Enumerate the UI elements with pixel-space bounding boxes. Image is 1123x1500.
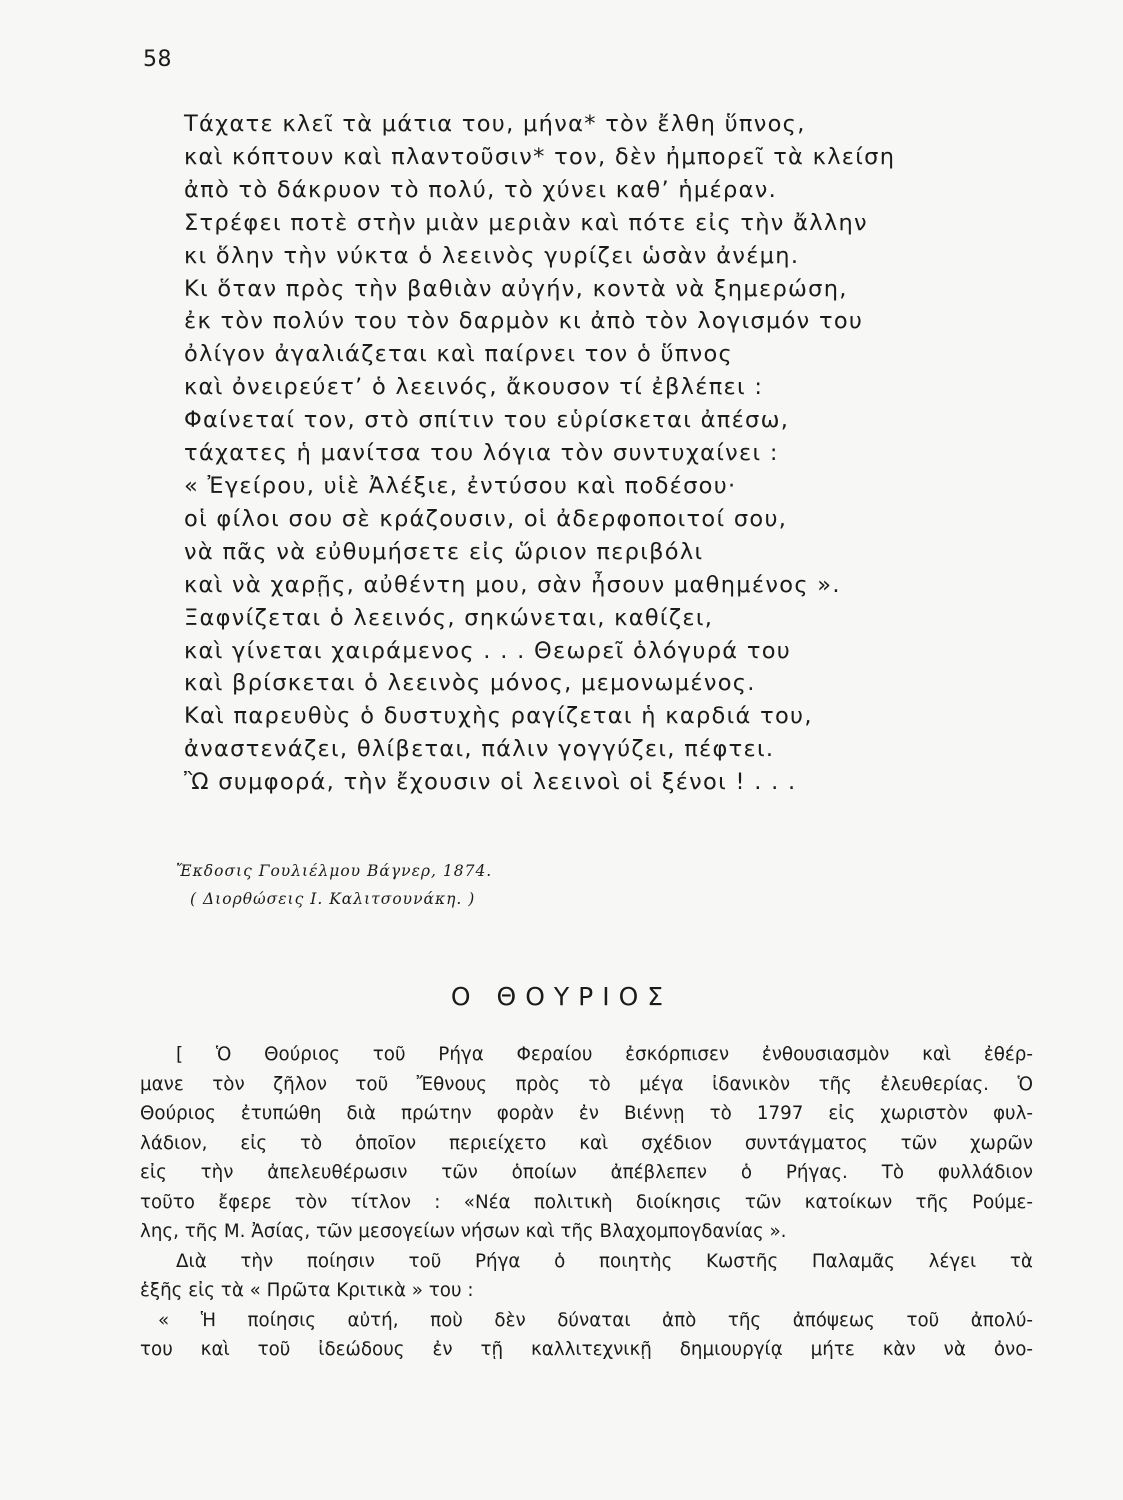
poem-line: ὀλίγον ἀγαλιάζεται καὶ παίρνει τον ὁ ὕπνος [184, 341, 734, 368]
prose-line: Διὰ τὴν ποίησιν τοῦ Ρήγα ὁ ποιητὴς Κωστῆς Παλαμᾶς λέγει τὰ [176, 1250, 1033, 1272]
poem-line: Κι ὅταν πρὸς τὴν βαθιὰν αὐγήν, κοντὰ νὰ ξημερώση, [184, 275, 848, 302]
source-edition: Ἔκδοσις Γουλιέλμου Βάγνερ, 1874. [176, 862, 493, 880]
poem-line: ἐκ τὸν πολύν του τὸν δαρμὸν κι ἀπὸ τὸν λογισμόν του [184, 308, 864, 335]
prose-line: τοῦτο ἔφερε τὸν τίτλον : «Νέα πολιτικὴ διοίκησις τῶν κατοίκων τῆς Ρούμε- [140, 1191, 1033, 1213]
prose-line: λάδιον, εἰς τὸ ὁποῖον περιείχετο καὶ σχέδιον συντάγματος τῶν χωρῶν [140, 1132, 1033, 1154]
poem-line: νὰ πᾶς νὰ εὐθυμήσετε εἰς ὥριον περιβόλι [184, 538, 704, 565]
poem-line: Στρέφει ποτὲ στὴν μιὰν μεριὰν καὶ πότε εἰς τὴν ἄλλην [184, 209, 868, 236]
poem-line: ἀπὸ τὸ δάκρυον τὸ πολύ, τὸ χύνει καθ’ ἡμέραν. [184, 176, 778, 203]
prose-line: του καὶ τοῦ ἰδεώδους ἐν τῇ καλλιτεχνικῇ δημιουργίᾳ μήτε κὰν νὰ ὀνο- [140, 1339, 1033, 1360]
poem-line: κι ὅλην τὴν νύκτα ὁ λεεινὸς γυρίζει ὡσὰν ἀνέμη. [184, 242, 800, 269]
section-title: Ο ΘΟΥΡΙΟΣ [450, 982, 673, 1011]
poem-line: τάχατες ἡ μανίτσα του λόγια τὸν συντυχαίνει : [184, 440, 779, 467]
poem-line: ἀναστενάζει, θλίβεται, πάλιν γογγύζει, πέφτει. [184, 736, 775, 763]
page-number: 58 [143, 47, 172, 72]
poem-line: καὶ νὰ χαρῇς, αὐθέντη μου, σὰν ἦσουν μαθημένος ». [184, 571, 841, 598]
poem [184, 108, 1064, 799]
prose-line: μανε τὸν ζῆλον τοῦ Ἔθνους πρὸς τὸ μέγα ἰδανικὸν τῆς ἐλευθερίας. Ὁ [140, 1073, 1033, 1095]
poem-line: Φαίνεταί τον, στὸ σπίτιν του εὑρίσκεται ἀπέσω, [184, 407, 790, 434]
poem-line: Ξαφνίζεται ὁ λεεινός, σηκώνεται, καθίζει, [184, 604, 714, 631]
prose-line: [ Ὁ Θούριος τοῦ Ρήγα Φεραίου ἐσκόρπισεν ἐνθουσιασμὸν καὶ ἐθέρ- [176, 1044, 1033, 1065]
prose-line: λης, τῆς Μ. Ἀσίας, τῶν μεσογείων νήσων καὶ τῆς Βλαχομπογδανίας ». [140, 1221, 787, 1242]
poem-line: Καὶ παρευθὺς ὁ δυστυχὴς ραγίζεται ἡ καρδιά του, [184, 703, 813, 730]
poem-line: καὶ κόπτουν καὶ πλαντοῦσιν* τον, δὲν ἠμπορεῖ τὰ κλείση [184, 143, 896, 170]
source-corrections: ( Διορθώσεις Ι. Καλιτσουνάκη. ) [190, 890, 476, 908]
poem-line: Τάχατε κλεῖ τὰ μάτια του, μήνα* τὸν ἔλθη ὕπνος, [184, 111, 806, 137]
poem-line: « Ἐγείρου, υἱὲ Ἀλέξιε, ἐντύσου καὶ ποδέσου· [184, 472, 737, 499]
prose [140, 1040, 1033, 1365]
poem-line: καὶ ὀνειρεύετ’ ὁ λεεινός, ἄκουσον τί ἐβλέπει : [184, 374, 764, 401]
source-note [176, 857, 492, 913]
prose-line: εἰς τὴν ἀπελευθέρωσιν τῶν ὁποίων ἀπέβλεπεν ὁ Ρήγας. Τὸ φυλλάδιον [140, 1162, 1033, 1183]
prose-line: Θούριος ἐτυπώθη διὰ πρώτην φορὰν ἐν Βιέννῃ τὸ 1797 εἰς χωριστὸν φυλ- [140, 1103, 1033, 1124]
poem-line: οἱ φίλοι σου σὲ κράζουσιν, οἱ ἀδερφοποιτοί σου, [184, 505, 788, 532]
poem-line: καὶ βρίσκεται ὁ λεεινὸς μόνος, μεμονωμένος. [184, 670, 756, 697]
prose-line: ἑξῆς εἰς τὰ « Πρῶτα Κριτικὰ » του : [140, 1280, 474, 1301]
poem-line: Ὢ συμφορά, τὴν ἔχουσιν οἱ λεεινοὶ οἱ ξένοι ! . . . [184, 769, 797, 796]
prose-line: « Ἡ ποίησις αὐτή, ποὺ δὲν δύναται ἀπὸ τῆς ἀπόψεως τοῦ ἀπολύ- [158, 1309, 1033, 1331]
poem-line: καὶ γίνεται χαιράμενος . . . Θεωρεῖ ὁλόγυρά του [184, 637, 792, 664]
